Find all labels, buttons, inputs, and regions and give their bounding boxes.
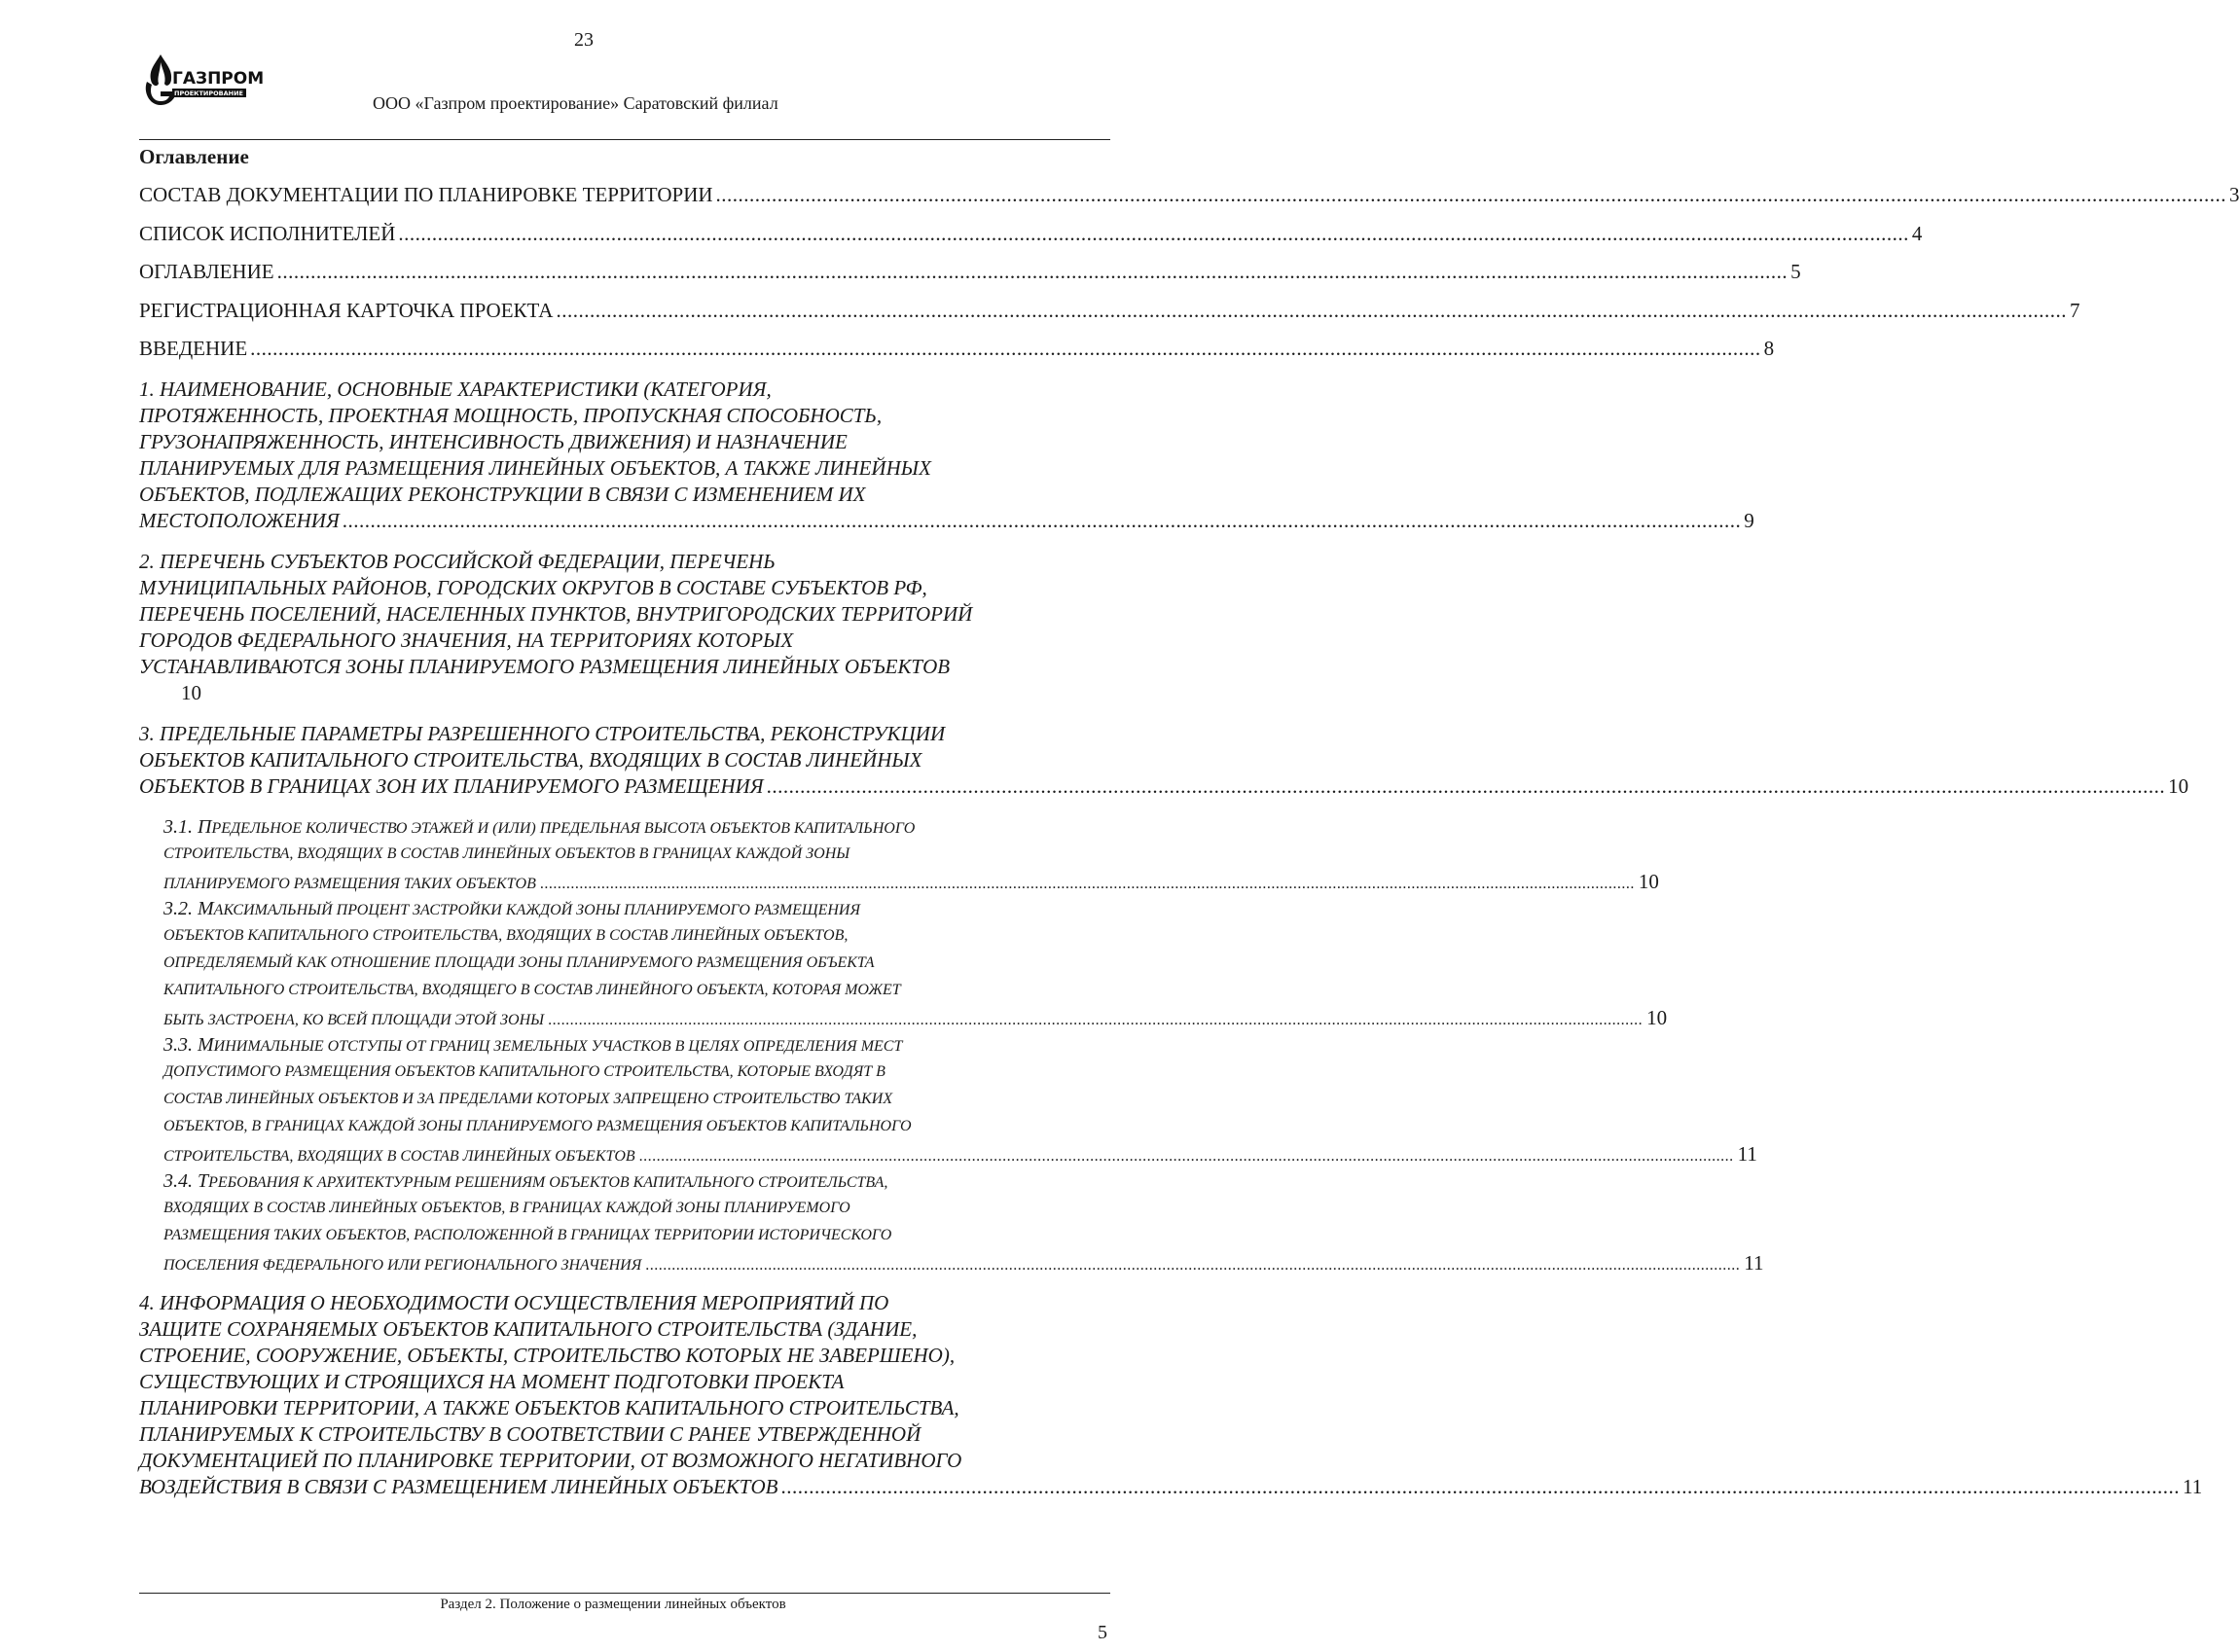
toc-subsection-line: ОПРЕДЕЛЯЕМЫЙ КАК ОТНОШЕНИЕ ПЛОЩАДИ ЗОНЫ ПЛАНИРУЕМОГО РАЗМЕЩЕНИЯ ОБЪЕКТА xyxy=(163,954,875,971)
subsection-text: ИНИМАЛЬНЫЕ ОТСТУПЫ ОТ ГРАНИЦ ЗЕМЕЛЬНЫХ УЧАСТКОВ В ЦЕЛЯХ ОПРЕДЕЛЕНИЯ МЕСТ xyxy=(213,1038,903,1055)
toc-subsection-line: ДОПУСТИМОГО РАЗМЕЩЕНИЯ ОБЪЕКТОВ КАПИТАЛЬНОГО СТРОИТЕЛЬСТВА, КОТОРЫЕ ВХОДЯТ В xyxy=(163,1063,885,1080)
leader-dots xyxy=(780,1474,2180,1499)
toc-section-line: 4. ИНФОРМАЦИЯ О НЕОБХОДИМОСТИ ОСУЩЕСТВЛЕНИЯ МЕРОПРИЯТИЙ ПО xyxy=(139,1291,889,1314)
leader-dots xyxy=(277,259,1788,284)
toc-subsection-line: ВХОДЯЩИХ В СОСТАВ ЛИНЕЙНЫХ ОБЪЕКТОВ, В ГРАНИЦАХ КАЖДОЙ ЗОНЫ ПЛАНИРУЕМОГО xyxy=(163,1200,850,1216)
toc-section-line: СТРОЕНИЕ, СООРУЖЕНИЕ, ОБЪЕКТЫ, СТРОИТЕЛЬСТВО КОТОРЫХ НЕ ЗАВЕРШЕНО), xyxy=(139,1344,956,1367)
leader-dots xyxy=(716,182,2227,207)
toc-subsection-line: РАЗМЕЩЕНИЯ ТАКИХ ОБЪЕКТОВ, РАСПОЛОЖЕННОЙ В ГРАНИЦАХ ТЕРРИТОРИИ ИСТОРИЧЕСКОГО xyxy=(163,1227,892,1243)
organization-name: ООО «Газпром проектирование» Саратовский филиал xyxy=(373,93,778,113)
toc-section-line: ПЛАНИРУЕМЫХ К СТРОИТЕЛЬСТВУ В СООТВЕТСТВИИ С РАНЕЕ УТВЕРЖДЕННОЙ xyxy=(139,1422,921,1446)
toc-subsection-line xyxy=(163,1035,902,1057)
toc-entry-page: 9 xyxy=(1744,509,1754,532)
subsection-text: СТРОИТЕЛЬСТВА, ВХОДЯЩИХ В СОСТАВ ЛИНЕЙНЫХ ОБЪЕКТОВ xyxy=(163,1148,635,1165)
toc-section-line: ОБЪЕКТОВ, ПОДЛЕЖАЩИХ РЕКОНСТРУКЦИИ В СВЯЗИ С ИЗМЕНЕНИЕМ ИХ xyxy=(139,483,866,506)
toc-entry[interactable] xyxy=(139,182,2240,207)
toc-section-line: ДОКУМЕНТАЦИЕЙ ПО ПЛАНИРОВКЕ ТЕРРИТОРИИ, ОТ ВОЗМОЖНОГО НЕГАТИВНОГО xyxy=(139,1449,962,1472)
toc-entry-text: СПИСОК ИСПОЛНИТЕЛЕЙ xyxy=(139,222,396,245)
toc-section-line: ПЛАНИРУЕМЫХ ДЛЯ РАЗМЕЩЕНИЯ ЛИНЕЙНЫХ ОБЪЕКТОВ, А ТАКЖЕ ЛИНЕЙНЫХ xyxy=(139,456,931,480)
subsection-lead: 3.1. П xyxy=(163,816,212,838)
toc-section-line: ОБЪЕКТОВ КАПИТАЛЬНОГО СТРОИТЕЛЬСТВА, ВХОДЯЩИХ В СОСТАВ ЛИНЕЙНЫХ xyxy=(139,748,922,772)
toc-section-line: ПРОТЯЖЕННОСТЬ, ПРОЕКТНАЯ МОЩНОСТЬ, ПРОПУСКНАЯ СПОСОБНОСТЬ, xyxy=(139,404,883,427)
toc-entry[interactable] xyxy=(139,259,1801,284)
leader-dots xyxy=(639,1147,1734,1167)
toc-section-line: ЗАЩИТЕ СОХРАНЯЕМЫХ ОБЪЕКТОВ КАПИТАЛЬНОГО СТРОИТЕЛЬСТВА (ЗДАНИЕ, xyxy=(139,1317,918,1341)
toc-entry-text: ОГЛАВЛЕНИЕ xyxy=(139,260,274,283)
toc-section-line: МЕСТОПОЛОЖЕНИЯ xyxy=(139,509,340,532)
toc-entry-page: 11 xyxy=(2182,1475,2203,1498)
toc-entry-page: 3 xyxy=(2229,183,2240,206)
toc-entry-page: 8 xyxy=(1763,337,1775,360)
toc-subsection-line: СОСТАВ ЛИНЕЙНЫХ ОБЪЕКТОВ И ЗА ПРЕДЕЛАМИ КОТОРЫХ ЗАПРЕЩЕНО СТРОИТЕЛЬСТВО ТАКИХ xyxy=(163,1091,893,1107)
toc-entry[interactable] xyxy=(139,298,2080,323)
toc-section-line: СУЩЕСТВУЮЩИХ И СТРОЯЩИХСЯ НА МОМЕНТ ПОДГОТОВКИ ПРОЕКТА xyxy=(139,1370,845,1393)
toc-entry-page: 10 xyxy=(181,681,201,704)
toc-section-line: ВОЗДЕЙСТВИЯ В СВЯЗИ С РАЗМЕЩЕНИЕМ ЛИНЕЙНЫХ ОБЪЕКТОВ xyxy=(139,1475,778,1498)
toc-section-line: МУНИЦИПАЛЬНЫХ РАЙОНОВ, ГОРОДСКИХ ОКРУГОВ В СОСТАВЕ СУБЪЕКТОВ РФ, xyxy=(139,576,927,599)
toc-entry-page: 4 xyxy=(1911,222,1923,245)
toc-section-line: ГРУЗОНАПРЯЖЕННОСТЬ, ИНТЕНСИВНОСТЬ ДВИЖЕНИЯ) И НАЗНАЧЕНИЕ xyxy=(139,430,848,453)
toc-entry[interactable] xyxy=(139,336,1775,361)
toc-section-line: УСТАНАВЛИВАЮТСЯ ЗОНЫ ПЛАНИРУЕМОГО РАЗМЕЩЕНИЯ ЛИНЕЙНЫХ ОБЪЕКТОВ xyxy=(139,655,951,678)
svg-text:ГАЗПРОМ: ГАЗПРОМ xyxy=(172,69,265,89)
toc-subsection-line: ОБЪЕКТОВ КАПИТАЛЬНОГО СТРОИТЕЛЬСТВА, ВХОДЯЩИХ В СОСТАВ ЛИНЕЙНЫХ ОБЪЕКТОВ, xyxy=(163,927,849,944)
toc-subsection-line: ОБЪЕКТОВ, В ГРАНИЦАХ КАЖДОЙ ЗОНЫ ПЛАНИРУЕМОГО РАЗМЕЩЕНИЯ ОБЪЕКТОВ КАПИТАЛЬНОГО xyxy=(163,1118,912,1134)
subsection-text: ПЛАНИРУЕМОГО РАЗМЕЩЕНИЯ ТАКИХ ОБЪЕКТОВ xyxy=(163,876,536,892)
leader-dots xyxy=(548,1011,1643,1030)
subsection-text: БЫТЬ ЗАСТРОЕНА, КО ВСЕЙ ПЛОЩАДИ ЭТОЙ ЗОНЫ xyxy=(163,1012,545,1028)
toc-entry-text: РЕГИСТРАЦИОННАЯ КАРТОЧКА ПРОЕКТА xyxy=(139,299,554,322)
toc-section-line: ПЕРЕЧЕНЬ ПОСЕЛЕНИЙ, НАСЕЛЕННЫХ ПУНКТОВ, ВНУТРИГОРОДСКИХ ТЕРРИТОРИЙ xyxy=(139,602,973,626)
toc-section-line: ПЛАНИРОВКИ ТЕРРИТОРИИ, А ТАКЖЕ ОБЪЕКТОВ КАПИТАЛЬНОГО СТРОИТЕЛЬСТВА, xyxy=(139,1396,959,1419)
page-number-top: 23 xyxy=(574,29,594,51)
toc-section-last-line xyxy=(139,508,1754,533)
toc-entry-text: СОСТАВ ДОКУМЕНТАЦИИ ПО ПЛАНИРОВКЕ ТЕРРИТОРИИ xyxy=(139,183,713,206)
toc-subsection-last-line xyxy=(163,1251,1764,1275)
toc-section-line: ГОРОДОВ ФЕДЕРАЛЬНОГО ЗНАЧЕНИЯ, НА ТЕРРИТОРИЯХ КОТОРЫХ xyxy=(139,628,794,652)
toc-entry[interactable] xyxy=(139,221,1923,246)
toc-section-last-line xyxy=(139,1474,2203,1499)
leader-dots xyxy=(250,336,1761,361)
page-number-bottom: 5 xyxy=(1098,1622,1107,1643)
toc-entry-text: ВВЕДЕНИЕ xyxy=(139,337,248,360)
toc-entry-page: 5 xyxy=(1790,260,1801,283)
header-divider xyxy=(139,139,1110,140)
toc-entry-page: 10 xyxy=(2168,774,2189,798)
gazprom-logo xyxy=(139,53,265,109)
leader-dots xyxy=(645,1256,1740,1275)
subsection-text: ПОСЕЛЕНИЯ ФЕДЕРАЛЬНОГО ИЛИ РЕГИОНАЛЬНОГО ЗНАЧЕНИЯ xyxy=(163,1257,642,1274)
toc-subsection-line xyxy=(163,1171,887,1193)
footer-section-title: Раздел 2. Положение о размещении линейных объектов xyxy=(440,1597,786,1612)
subsection-lead: 3.3. М xyxy=(163,1034,214,1056)
subsection-text: РЕДЕЛЬНОЕ КОЛИЧЕСТВО ЭТАЖЕЙ И (ИЛИ) ПРЕДЕЛЬНАЯ ВЫСОТА ОБЪЕКТОВ КАПИТАЛЬНОГО xyxy=(211,820,916,837)
toc-subsection-last-line xyxy=(163,1006,1668,1030)
subsection-text: РЕБОВАНИЯ К АРХИТЕКТУРНЫМ РЕШЕНИЯМ ОБЪЕКТОВ КАПИТАЛЬНОГО СТРОИТЕЛЬСТВА, xyxy=(208,1174,888,1191)
leader-dots xyxy=(398,221,1909,246)
footer-divider xyxy=(139,1593,1110,1594)
toc-entry-page: 10 xyxy=(1638,870,1659,893)
toc-section-line: 2. ПЕРЕЧЕНЬ СУБЪЕКТОВ РОССИЙСКОЙ ФЕДЕРАЦИИ, ПЕРЕЧЕНЬ xyxy=(139,550,776,573)
toc-subsection-last-line xyxy=(163,1142,1757,1167)
toc-subsection-last-line xyxy=(163,870,1659,894)
toc-subsection-line: СТРОИТЕЛЬСТВА, ВХОДЯЩИХ В СОСТАВ ЛИНЕЙНЫХ ОБЪЕКТОВ В ГРАНИЦАХ КАЖДОЙ ЗОНЫ xyxy=(163,845,850,862)
svg-text:ПРОЕКТИРОВАНИЕ: ПРОЕКТИРОВАНИЕ xyxy=(174,90,243,97)
leader-dots xyxy=(343,508,1742,533)
toc-subsection-line xyxy=(163,899,860,920)
toc-section-line: 3. ПРЕДЕЛЬНЫЕ ПАРАМЕТРЫ РАЗРЕШЕННОГО СТРОИТЕЛЬСТВА, РЕКОНСТРУКЦИИ xyxy=(139,722,946,745)
leader-dots xyxy=(767,773,2166,799)
toc-section-last-line xyxy=(139,773,2189,799)
toc-title: Оглавление xyxy=(139,145,249,168)
subsection-lead: 3.2. М xyxy=(163,898,214,919)
subsection-text: АКСИМАЛЬНЫЙ ПРОЦЕНТ ЗАСТРОЙКИ КАЖДОЙ ЗОНЫ ПЛАНИРУЕМОГО РАЗМЕЩЕНИЯ xyxy=(213,902,860,918)
toc-section-line: ОБЪЕКТОВ В ГРАНИЦАХ ЗОН ИХ ПЛАНИРУЕМОГО РАЗМЕЩЕНИЯ xyxy=(139,774,764,798)
toc-subsection-line xyxy=(163,817,915,839)
leader-dots xyxy=(540,875,1635,894)
subsection-lead: 3.4. Т xyxy=(163,1170,209,1192)
toc-entry-page: 11 xyxy=(1744,1251,1764,1275)
toc-entry-page: 10 xyxy=(1646,1006,1668,1029)
toc-entry-page: 7 xyxy=(2069,299,2080,322)
toc-subsection-line: КАПИТАЛЬНОГО СТРОИТЕЛЬСТВА, ВХОДЯЩЕГО В СОСТАВ ЛИНЕЙНОГО ОБЪЕКТА, КОТОРАЯ МОЖЕТ xyxy=(163,982,901,998)
toc-section-line: 1. НАИМЕНОВАНИЕ, ОСНОВНЫЕ ХАРАКТЕРИСТИКИ (КАТЕГОРИЯ, xyxy=(139,377,772,401)
leader-dots xyxy=(556,298,2067,323)
toc-entry-page: 11 xyxy=(1737,1142,1757,1166)
